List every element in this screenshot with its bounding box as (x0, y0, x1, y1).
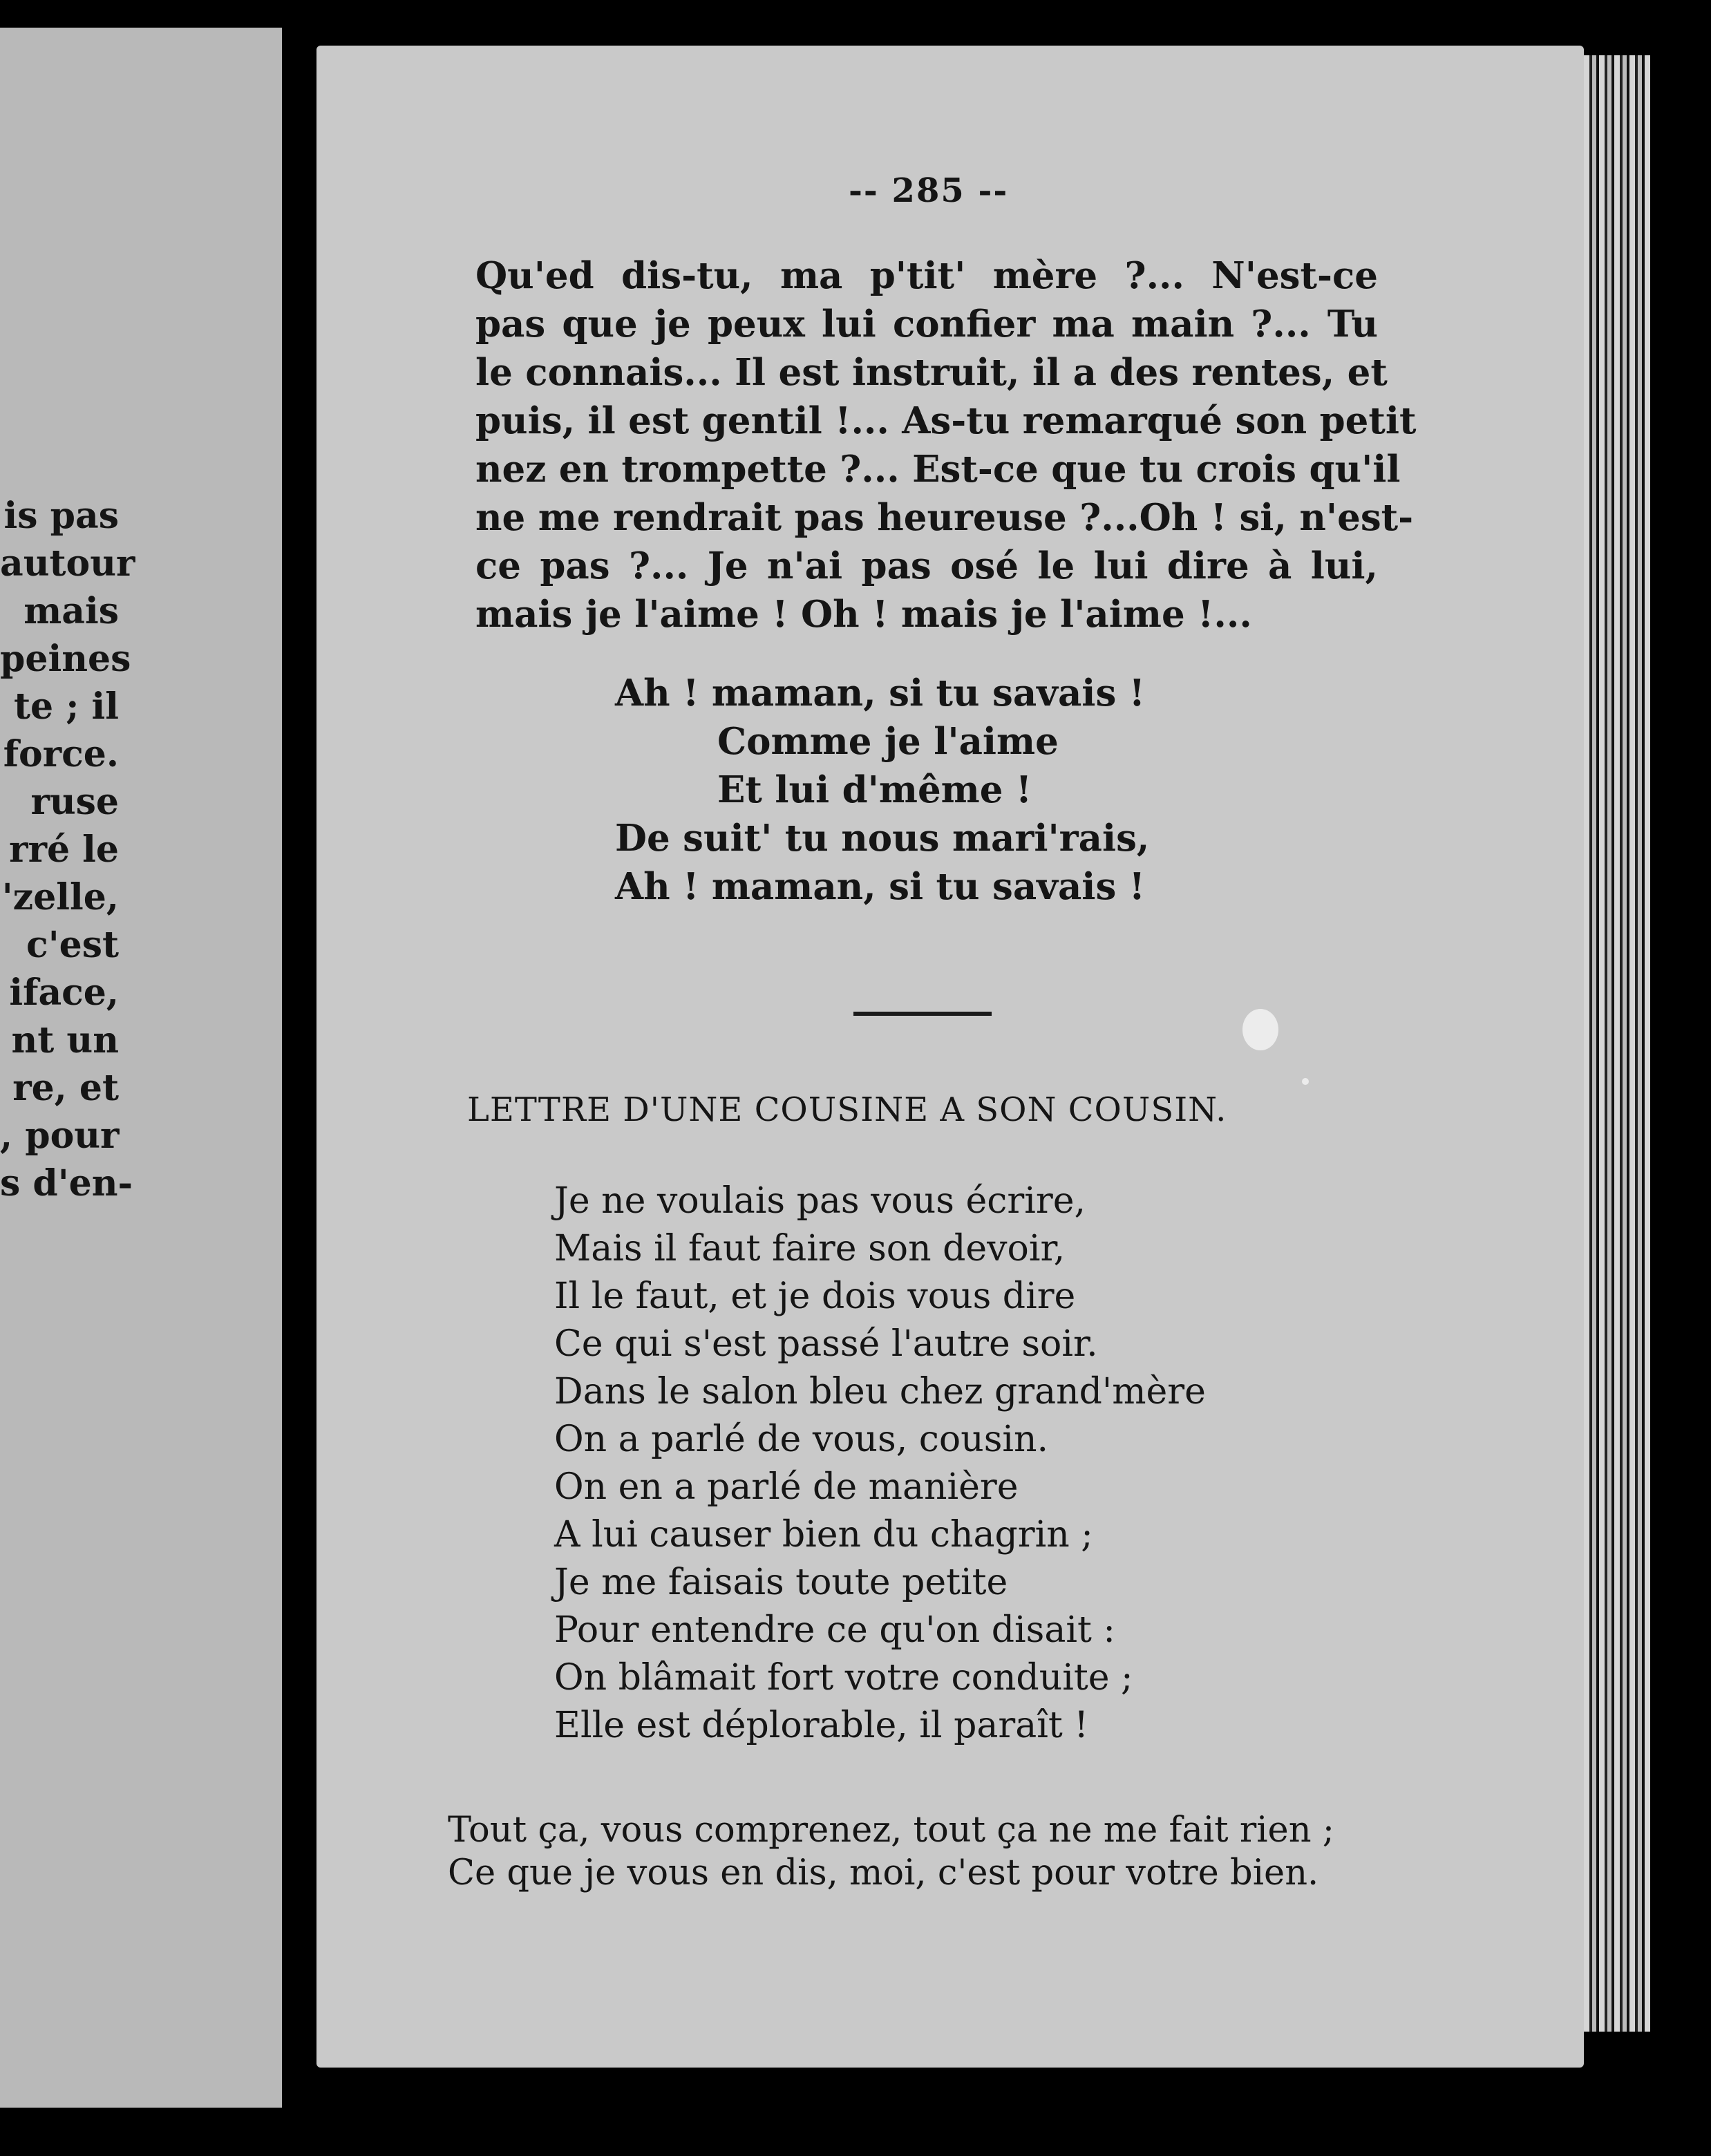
prose-line: puis, il est gentil !... As-tu remarqué son petit (475, 399, 1417, 442)
refrain-line: Ah ! maman, si tu savais ! (615, 672, 1145, 715)
prose-line: nez en trompette ?... Est-ce que tu crois qu'il (475, 448, 1401, 491)
poem-line: Il le faut, et je dois vous dire (554, 1276, 1076, 1317)
poem-refrain-line: Tout ça, vous comprenez, tout ça ne me fait rien ; (448, 1810, 1334, 1851)
poem-stanza (554, 1178, 1206, 1750)
page-edges (1584, 55, 1650, 2032)
poem-line: Mais il faut faire son devoir, (554, 1228, 1066, 1269)
prose-line: Qu'ed dis-tu, ma p'tit' mère ?... N'est-ce (475, 254, 1378, 297)
poem-line: Elle est déplorable, il paraît ! (554, 1705, 1089, 1746)
prose-paragraph (475, 252, 1417, 639)
left-page-text (0, 492, 135, 1207)
left-line: re, et (12, 1067, 119, 1109)
left-line: force. (3, 733, 119, 775)
left-line: 'zelle, (1, 876, 119, 918)
poem-line: Pour entendre ce qu'on disait : (554, 1609, 1115, 1651)
poem-title: LETTRE D'UNE COUSINE A SON COUSIN. (467, 1090, 1227, 1129)
left-line: s d'en- (0, 1162, 133, 1204)
prose-line: le connais... Il est instruit, il a des rentes, et (475, 351, 1388, 394)
left-line: te ; il (13, 685, 119, 728)
prose-line: ne me rendrait pas heureuse ?...Oh ! si, n'est- (475, 496, 1414, 539)
left-line: peines (0, 638, 131, 680)
left-line: iface, (9, 972, 119, 1014)
left-page-fragment (0, 28, 282, 2108)
left-line: is pas (3, 495, 119, 537)
refrain-line: Ah ! maman, si tu savais ! (615, 865, 1145, 908)
paper-speck (1242, 1009, 1278, 1050)
refrain-line: Comme je l'aime (717, 720, 1059, 763)
poem-line: Dans le salon bleu chez grand'mère (554, 1371, 1206, 1412)
prose-line: pas que je peux lui confier ma main ?... Tu (475, 303, 1378, 346)
left-line: , pour (0, 1115, 120, 1157)
refrain-line: Et lui d'même ! (717, 768, 1032, 811)
poem-line: On en a parlé de manière (554, 1466, 1019, 1508)
section-divider (853, 1012, 992, 1016)
poem-refrain-line: Ce que je vous en dis, moi, c'est pour votre bien. (448, 1853, 1319, 1893)
prose-line: ce pas ?... Je n'ai pas osé le lui dire à lui, (475, 545, 1378, 587)
left-line: nt un (11, 1019, 119, 1061)
refrain-line: De suit' tu nous mari'rais, (615, 817, 1150, 860)
refrain (615, 669, 1149, 911)
poem-line: A lui causer bien du chagrin ; (554, 1514, 1093, 1555)
page-number: -- 285 -- (849, 171, 1009, 210)
poem-refrain (448, 1809, 1334, 1895)
poem-line: On a parlé de vous, cousin. (554, 1419, 1049, 1460)
left-line: rré le (9, 829, 119, 871)
left-line: mais (23, 590, 119, 632)
poem-line: On blâmait fort votre conduite ; (554, 1657, 1133, 1699)
poem-line: Je me faisais toute petite (554, 1562, 1008, 1603)
prose-line: mais je l'aime ! Oh ! mais je l'aime !... (475, 593, 1252, 636)
left-line: c'est (26, 924, 119, 966)
left-line: autour (0, 542, 135, 585)
poem-line: Je ne voulais pas vous écrire, (554, 1180, 1086, 1222)
paper-speck (1302, 1078, 1309, 1085)
poem-line: Ce qui s'est passé l'autre soir. (554, 1323, 1098, 1365)
left-line: ruse (30, 781, 119, 823)
